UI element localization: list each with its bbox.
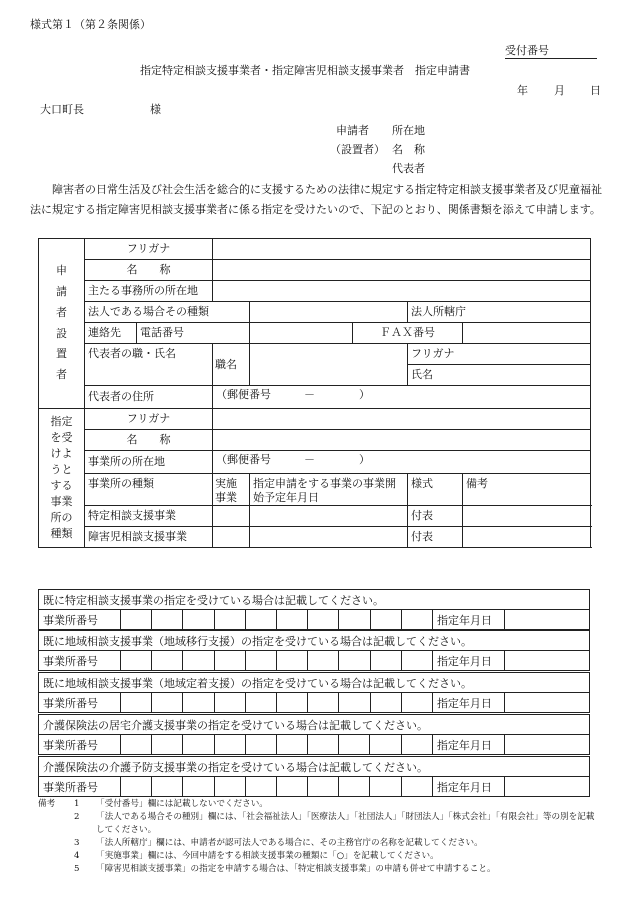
office-address-postal[interactable]: （郵便番号 － ） bbox=[213, 451, 591, 474]
date-year: 年 bbox=[517, 84, 528, 97]
office-no-digit[interactable] bbox=[245, 651, 276, 671]
applicant-vertical-label: 申請者 設置者 bbox=[39, 239, 85, 409]
application-form-table bbox=[38, 238, 591, 548]
office-no-digit[interactable] bbox=[183, 777, 214, 797]
office-no-digit[interactable] bbox=[152, 777, 183, 797]
office-no-digit[interactable] bbox=[370, 693, 401, 713]
prior-designation-heading: 既に地域相談支援事業（地域移行支援）の指定を受けている場合は記載してください。 bbox=[39, 631, 590, 651]
note-item bbox=[38, 863, 598, 876]
note-text: 「受付番号」欄には記載しないでください。 bbox=[96, 799, 268, 809]
rep-title-field[interactable] bbox=[250, 344, 408, 386]
rep-title-label: 職名 bbox=[213, 344, 250, 386]
page-title: 指定特定相談支援事業者・指定障害児相談支援事業者 指定申請書 bbox=[140, 64, 470, 77]
applicant-name-label: 名 称 bbox=[392, 143, 425, 156]
office-no-digit[interactable] bbox=[183, 610, 214, 630]
designation-date-label: 指定年月日 bbox=[432, 735, 504, 755]
rep-title-name-label: 代表者の職・氏名 bbox=[85, 344, 213, 386]
note-field-1[interactable] bbox=[463, 505, 591, 526]
note-item bbox=[38, 811, 598, 837]
applicant-address-label: 所在地 bbox=[392, 124, 425, 137]
corp-authority-label: 法人所轄庁 bbox=[408, 302, 591, 323]
rep-furigana-label: フリガナ bbox=[408, 344, 591, 365]
designation-date-field[interactable] bbox=[504, 735, 589, 755]
prior-designation-4 bbox=[38, 714, 590, 755]
office-no-label: 事業所番号 bbox=[39, 693, 121, 713]
office-no-digit[interactable] bbox=[152, 651, 183, 671]
note-number: 2 bbox=[74, 812, 80, 823]
addressee: 大口町長 bbox=[40, 103, 84, 116]
establisher-label: （設置者） bbox=[330, 143, 385, 156]
office-furigana-label: フリガナ bbox=[85, 409, 213, 430]
applicant-furigana-field[interactable] bbox=[213, 239, 591, 260]
applicant-name-field[interactable] bbox=[213, 260, 591, 281]
office-no-digit[interactable] bbox=[401, 651, 432, 671]
date-month: 月 bbox=[554, 84, 565, 97]
office-no-digit[interactable] bbox=[121, 693, 152, 713]
office-no-label: 事業所番号 bbox=[39, 610, 121, 630]
office-no-digit[interactable] bbox=[121, 610, 152, 630]
note-number: 4 bbox=[74, 851, 80, 862]
office-no-digit[interactable] bbox=[401, 610, 432, 630]
office-name-field[interactable] bbox=[213, 430, 591, 451]
impl-header: 実施事業 bbox=[213, 474, 250, 506]
rep-address-postal[interactable]: （郵便番号 － ） bbox=[213, 386, 591, 409]
applicant-label: 申請者 bbox=[336, 124, 369, 137]
office-no-digit[interactable] bbox=[276, 777, 307, 797]
fax-field[interactable] bbox=[463, 323, 591, 344]
office-no-digit[interactable] bbox=[308, 693, 339, 713]
notes-heading: 備考 bbox=[38, 799, 56, 809]
office-no-digit[interactable] bbox=[401, 693, 432, 713]
office-no-digit[interactable] bbox=[214, 651, 245, 671]
designation-date-field[interactable] bbox=[504, 610, 589, 630]
start-date-header: 指定申請をする事業の事業開始予定年月日 bbox=[250, 474, 408, 506]
applicant-name-label-cell: 名 称 bbox=[85, 260, 213, 281]
start-date-field-1[interactable] bbox=[250, 505, 408, 526]
office-type-row-1: 特定相談支援事業 bbox=[85, 505, 213, 526]
note-text: 「法人所轄庁」欄には、申請者が認可法人である場合に、その主務官庁の名称を記載してください。 bbox=[96, 838, 483, 849]
main-office-address-field[interactable] bbox=[213, 281, 591, 302]
office-address-label: 事業所の所在地 bbox=[85, 451, 213, 474]
prior-designation-3 bbox=[38, 672, 590, 713]
designation-date-field[interactable] bbox=[504, 651, 589, 671]
office-vertical-label: 指定を受けようとする事業所の種類 bbox=[39, 409, 85, 548]
intro-text: 障害者の日常生活及び社会生活を総合的に支援するための法律に規定する指定特定相談支援事業者及び児童福祉法に規定する指定障害児相談支援事業者に係る指定を受けたいので、下記のとおり、関係書類を添えて申請します。 bbox=[30, 183, 602, 216]
prior-designation-heading: 介護保険法の居宅介護支援事業の指定を受けている場合は記載してください。 bbox=[39, 715, 590, 735]
office-no-label: 事業所番号 bbox=[39, 651, 121, 671]
office-no-digit[interactable] bbox=[339, 693, 370, 713]
office-no-digit[interactable] bbox=[401, 735, 432, 755]
prior-designation-1 bbox=[38, 589, 590, 630]
prior-designation-heading: 介護保険法の介護予防支援事業の指定を受けている場合は記載してください。 bbox=[39, 757, 590, 777]
office-no-digit[interactable] bbox=[214, 610, 245, 630]
form-cell-2: 付表 bbox=[408, 526, 463, 547]
office-no-label: 事業所番号 bbox=[39, 777, 121, 797]
office-no-digit[interactable] bbox=[370, 777, 401, 797]
office-no-digit[interactable] bbox=[245, 735, 276, 755]
furigana-label: フリガナ bbox=[85, 239, 213, 260]
office-no-digit[interactable] bbox=[245, 777, 276, 797]
note-item bbox=[38, 850, 598, 863]
office-no-digit[interactable] bbox=[276, 693, 307, 713]
designation-date-label: 指定年月日 bbox=[432, 777, 504, 797]
office-no-digit[interactable] bbox=[308, 651, 339, 671]
office-no-digit[interactable] bbox=[245, 693, 276, 713]
office-no-digit[interactable] bbox=[339, 735, 370, 755]
office-no-digit[interactable] bbox=[276, 651, 307, 671]
prior-designation-heading: 既に特定相談支援事業の指定を受けている場合は記載してください。 bbox=[39, 590, 590, 610]
office-no-digit[interactable] bbox=[183, 735, 214, 755]
office-no-digit[interactable] bbox=[401, 777, 432, 797]
office-no-digit[interactable] bbox=[121, 777, 152, 797]
office-no-digit[interactable] bbox=[276, 735, 307, 755]
note-field-2[interactable] bbox=[463, 526, 591, 547]
office-no-digit[interactable] bbox=[339, 610, 370, 630]
note-item bbox=[38, 798, 598, 811]
office-no-digit[interactable] bbox=[121, 651, 152, 671]
form-cell-1: 付表 bbox=[408, 505, 463, 526]
impl-field-2[interactable] bbox=[213, 526, 250, 547]
designation-date-label: 指定年月日 bbox=[432, 610, 504, 630]
office-no-digit[interactable] bbox=[245, 610, 276, 630]
office-type-row-2: 障害児相談支援事業 bbox=[85, 526, 213, 547]
note-header: 備考 bbox=[463, 474, 591, 506]
rep-address-label: 代表者の住所 bbox=[85, 386, 213, 409]
office-no-digit[interactable] bbox=[152, 735, 183, 755]
office-no-digit[interactable] bbox=[308, 610, 339, 630]
office-no-digit[interactable] bbox=[183, 693, 214, 713]
receipt-number-label: 受付番号 bbox=[505, 42, 597, 59]
office-no-digit[interactable] bbox=[308, 777, 339, 797]
phone-field[interactable] bbox=[250, 323, 353, 344]
office-no-digit[interactable] bbox=[370, 735, 401, 755]
office-no-digit[interactable] bbox=[152, 693, 183, 713]
note-item bbox=[38, 837, 598, 850]
office-no-digit[interactable] bbox=[339, 651, 370, 671]
form-header: 様式 bbox=[408, 474, 463, 506]
office-no-digit[interactable] bbox=[370, 651, 401, 671]
applicant-rep-label: 代表者 bbox=[392, 162, 425, 175]
office-no-label: 事業所番号 bbox=[39, 735, 121, 755]
prior-designation-2 bbox=[38, 630, 590, 671]
corp-type-label: 法人である場合その種類 bbox=[85, 302, 250, 323]
office-no-digit[interactable] bbox=[308, 735, 339, 755]
office-no-digit[interactable] bbox=[339, 777, 370, 797]
office-name-label: 名 称 bbox=[85, 430, 213, 451]
phone-label: 電話番号 bbox=[137, 323, 250, 344]
office-no-digit[interactable] bbox=[152, 610, 183, 630]
office-no-digit[interactable] bbox=[214, 777, 245, 797]
designation-date-label: 指定年月日 bbox=[432, 693, 504, 713]
impl-field-1[interactable] bbox=[213, 505, 250, 526]
office-no-digit[interactable] bbox=[370, 610, 401, 630]
office-type-header: 事業所の種類 bbox=[85, 474, 213, 506]
rep-name-label: 氏名 bbox=[408, 365, 591, 386]
contact-label: 連絡先 bbox=[85, 323, 137, 344]
office-furigana-field[interactable] bbox=[213, 409, 591, 430]
start-date-field-2[interactable] bbox=[250, 526, 408, 547]
note-number: 1 bbox=[74, 799, 80, 809]
note-number: 5 bbox=[74, 864, 80, 875]
prior-designation-5 bbox=[38, 756, 590, 797]
addressee-suffix: 様 bbox=[150, 103, 161, 116]
note-text: 「実施事業」欄には、今回申請をする相談支援事業の種類に「○」を記載してください。 bbox=[96, 851, 439, 862]
note-text: 「障害児相談支援事業」の指定を申請する場合は、「特定相談支援事業」の申請も併せて申請すること。 bbox=[96, 864, 496, 875]
note-text: 「法人である場合その種別」欄には、「社会福祉法人」「医療法人」「社団法人」「財団法人」「株式会社」「有限会社」等の別を記載してください。 bbox=[96, 812, 595, 836]
office-no-digit[interactable] bbox=[183, 651, 214, 671]
office-no-digit[interactable] bbox=[214, 693, 245, 713]
corp-type-field[interactable] bbox=[250, 302, 408, 323]
form-number: 様式第１（第２条関係） bbox=[30, 18, 151, 31]
notes-section bbox=[38, 798, 598, 876]
designation-date-field[interactable] bbox=[504, 777, 589, 797]
date-day: 日 bbox=[590, 84, 601, 97]
note-number: 3 bbox=[74, 838, 80, 849]
office-no-digit[interactable] bbox=[214, 735, 245, 755]
fax-label: ＦＡＸ番号 bbox=[353, 323, 463, 344]
office-no-digit[interactable] bbox=[276, 610, 307, 630]
designation-date-field[interactable] bbox=[504, 693, 589, 713]
office-no-digit[interactable] bbox=[121, 735, 152, 755]
designation-date-label: 指定年月日 bbox=[432, 651, 504, 671]
prior-designation-heading: 既に地域相談支援事業（地域定着支援）の指定を受けている場合は記載してください。 bbox=[39, 673, 590, 693]
main-office-address-label: 主たる事務所の所在地 bbox=[85, 281, 213, 302]
